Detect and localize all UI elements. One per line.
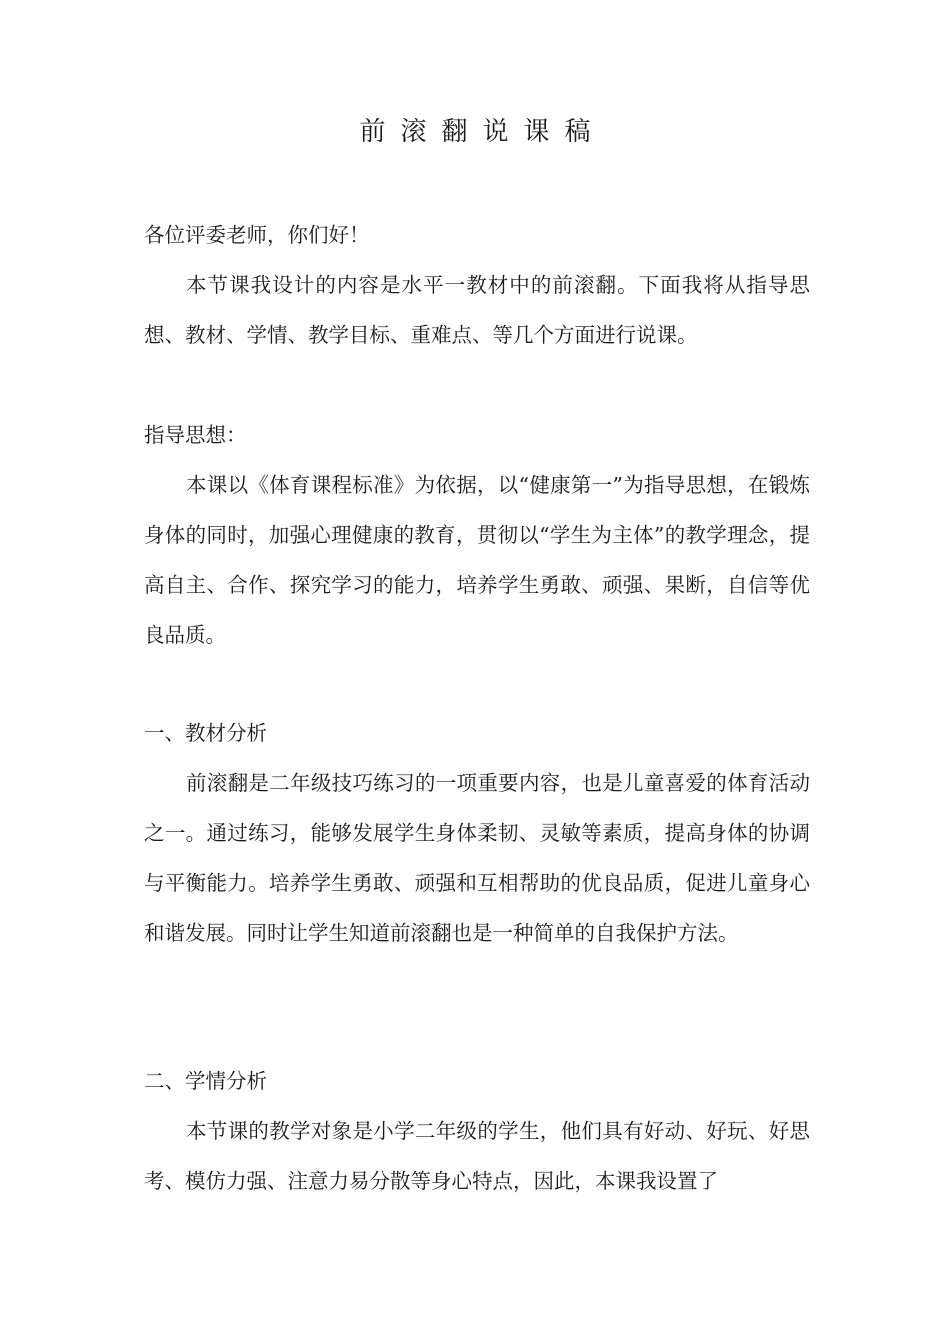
section-body-student-analysis: 本节课的教学对象是小学二年级的学生，他们具有好动、好玩、好思考、模仿力强、注意力易分散等身心特点，因此，本课我设置了 bbox=[144, 1119, 810, 1193]
section-body-guiding-thought: 本课以《体育课程标准》为依据，以“健康第一”为指导思想，在锻炼身体的同时，加强心理健康的教育，贯彻以“学生为主体”的教学理念，提高自主、合作、探究学习的能力，培养学生勇敢、顽强、果断，自信等优良品质。 bbox=[144, 473, 810, 647]
intro-paragraph: 本节课我设计的内容是水平一教材中的前滚翻。下面我将从指导思想、教材、学情、教学目标、重难点、等几个方面进行说课。 bbox=[144, 273, 810, 347]
document-title: 前滚翻说课稿 bbox=[359, 117, 606, 147]
greeting-line: 各位评委老师，你们好！ bbox=[144, 223, 370, 247]
section-body-material-analysis: 前滚翻是二年级技巧练习的一项重要内容，也是儿童喜爱的体育活动之一。通过练习，能够发展学生身体柔韧、灵敏等素质，提高身体的协调与平衡能力。培养学生勇敢、顽强和互相帮助的优良品质，促进儿童身心和谐发展。同时让学生知道前滚翻也是一种简单的自我保护方法。 bbox=[144, 771, 810, 945]
section-heading-material-analysis: 一、教材分析 bbox=[144, 721, 267, 745]
section-heading-guiding-thought: 指导思想： bbox=[144, 423, 247, 447]
section-heading-student-analysis: 二、学情分析 bbox=[144, 1069, 267, 1093]
